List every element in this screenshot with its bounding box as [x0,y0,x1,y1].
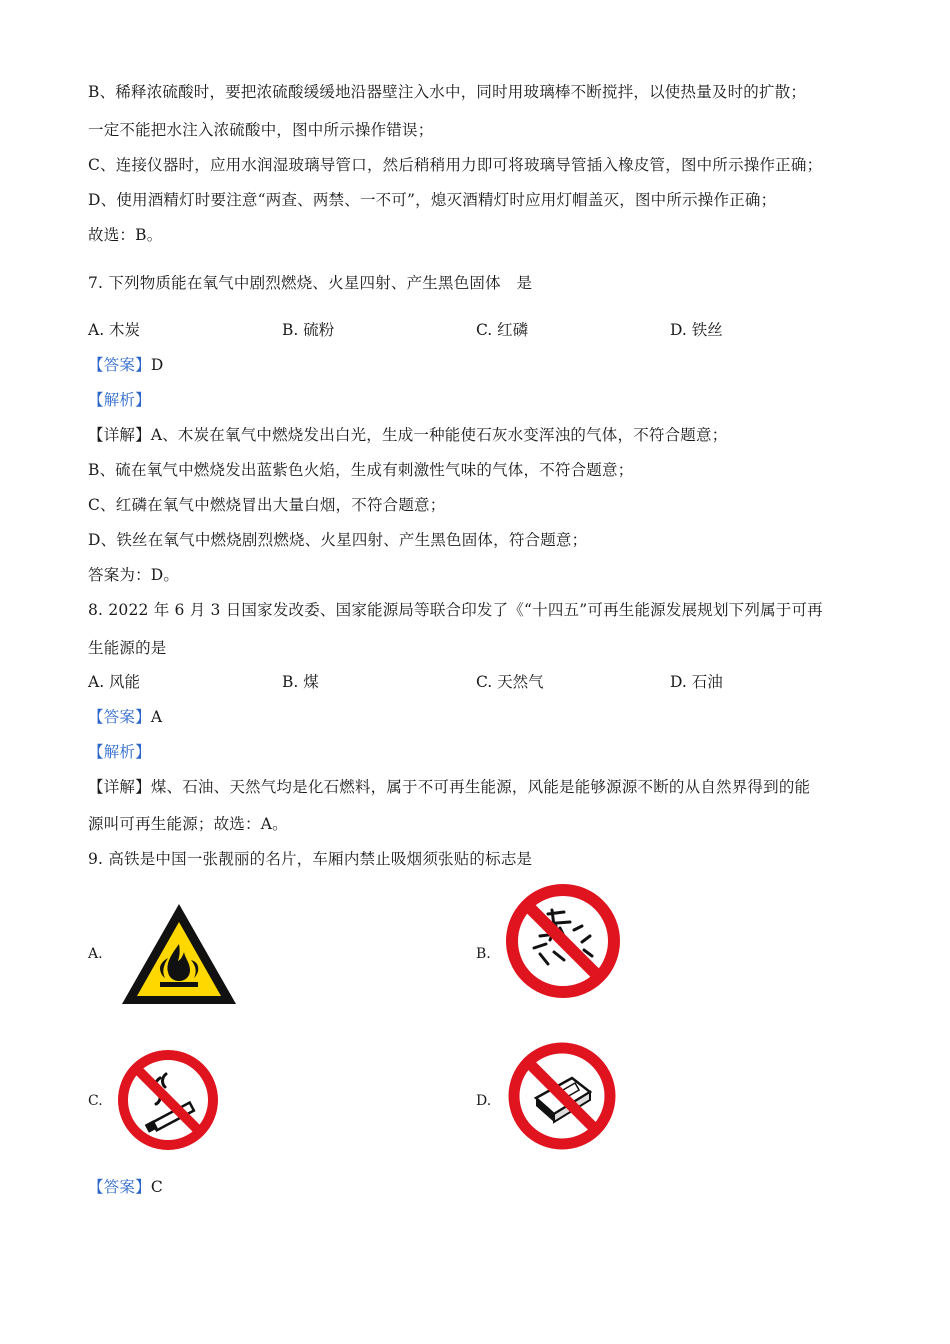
q8-option-c: C. 天然气 [476,673,544,691]
q9-answer: C [150,1178,163,1196]
q7-option-c: C. 红磷 [476,321,529,339]
q7-option-b: B. 硫粉 [282,321,335,339]
detail-tag: 【详解】 [88,426,151,444]
no-matches-sign-icon [506,1040,618,1152]
prev-option-b-line1: B、稀释浓硫酸时，要把浓硫酸缓缓地沿器壁注入水中，同时用玻璃棒不断搅拌，以使热量及时的扩散； [88,83,807,101]
q7-stem: 7. 下列物质能在氧气中剧烈燃烧、火星四射、产生黑色固体 是 [88,274,533,292]
answer-tag: 【答案】 [88,1178,151,1196]
detail-tag: 【详解】 [88,778,151,796]
q9-option-a-label: A. [88,946,103,962]
q7-answer-line [88,353,163,375]
q7-analysis-line [88,388,151,410]
q8-option-a: A. 风能 [88,673,141,691]
q8-option-d: D. 石油 [670,673,723,691]
q7-detail-a-text: A、木炭在氧气中燃烧发出白光，生成一种能使石灰水变浑浊的气体，不符合题意； [150,426,728,444]
q8-detail-text: 煤、石油、天然气均是化石燃料，属于不可再生能源，风能是能够源源不断的从自然界得到的能 [150,778,811,796]
q9-option-c-label: C. [88,1093,103,1109]
q8-analysis-line [88,740,151,762]
q9-answer-line [88,1175,163,1197]
q8-answer: A [150,708,163,726]
q9-stem: 9. 高铁是中国一张靓丽的名片，车厢内禁止吸烟须张贴的标志是 [88,850,533,868]
q7-option-a: A. 木炭 [88,321,141,339]
answer-tag: 【答案】 [88,356,151,374]
prev-final-answer: 故选：B。 [88,226,163,244]
q8-answer-line [88,705,162,727]
q7-option-d: D. 铁丝 [670,321,723,339]
q7-detail-d: D、铁丝在氧气中燃烧剧烈燃烧、火星四射、产生黑色固体，符合题意； [88,531,588,549]
no-smoking-sign-icon [116,1048,220,1152]
answer-tag: 【答案】 [88,708,151,726]
q7-detail-c: C、红磷在氧气中燃烧冒出大量白烟，不符合题意； [88,496,446,514]
q8-stem-line2: 生能源的是 [88,639,167,657]
prev-option-d: D、使用酒精灯时要注意“两查、两禁、一不可”，熄灭酒精灯时应用灯帽盖灭，图中所示操作正确； [88,191,777,209]
analysis-tag: 【解析】 [88,743,151,761]
q7-answer: D [150,356,164,374]
q7-detail-a [88,423,727,445]
no-fireworks-sign-icon [504,882,622,1000]
q7-detail-b: B、硫在氧气中燃烧发出蓝紫色火焰，生成有刺激性气味的气体，不符合题意； [88,461,634,479]
q8-detail-line1 [88,775,810,797]
q9-option-d-label: D. [476,1093,492,1109]
q8-detail-line2: 源叫可再生能源；故选：A。 [88,815,288,833]
flammable-warning-sign-icon [118,900,240,1008]
q8-stem-line1: 8. 2022 年 6 月 3 日国家发改委、国家能源局等联合印发了《“十四五”可再生能源发展规划下列属于可再 [88,601,823,619]
q7-final-answer: 答案为：D。 [88,566,180,584]
prev-option-c: C、连接仪器时，应用水润湿玻璃导管口，然后稍稍用力即可将玻璃导管插入橡皮管，图中所示操作正确； [88,156,823,174]
prev-option-b-line2: 一定不能把水注入浓硫酸中，图中所示操作错误； [88,121,434,139]
q9-option-b-label: B. [476,946,491,962]
q8-option-b: B. 煤 [282,673,319,691]
analysis-tag: 【解析】 [88,391,151,409]
